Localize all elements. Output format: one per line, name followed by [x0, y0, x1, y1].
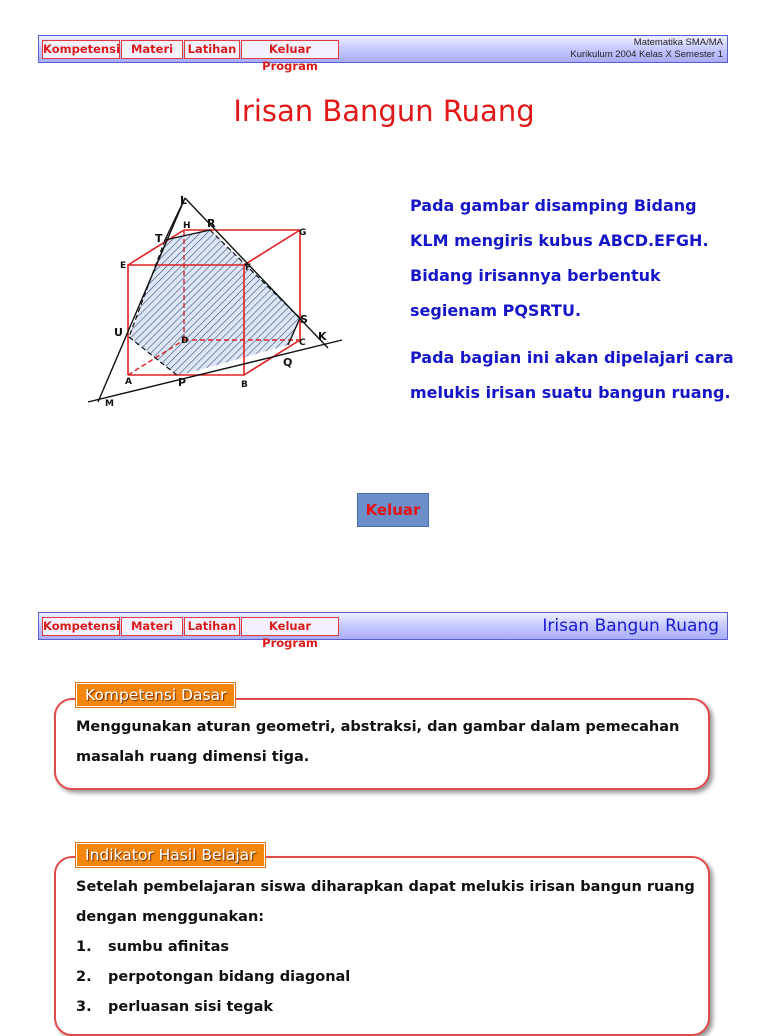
list-text: perluasan sisi tegak: [108, 999, 274, 1015]
second-nav-bar: [38, 612, 728, 650]
description-paragraph-2: Pada bagian ini akan dipelajari cara melukis irisan suatu bangun ruang.: [410, 348, 734, 402]
label-F: F: [245, 263, 252, 273]
nav-kompetensi-button[interactable]: Kompetensi: [42, 617, 120, 636]
kompetensi-text: Menggunakan aturan geometri, abstraksi, dan gambar dalam pemecahan masalah ruang dimensi tiga.: [76, 719, 680, 765]
nav-materi-button[interactable]: Materi: [121, 40, 183, 59]
list-number: 3.: [76, 999, 92, 1015]
indikator-intro: Setelah pembelajaran siswa diharapkan dapat melukis irisan bangun ruang dengan menggunakan:: [76, 879, 695, 925]
keluar-button[interactable]: Keluar: [357, 493, 429, 527]
indikator-label: Indikator Hasil Belajar: [76, 843, 265, 867]
kompetensi-label: Kompetensi Dasar: [76, 683, 235, 707]
label-D: D: [181, 336, 189, 346]
label-B: B: [241, 380, 248, 390]
label-T: T: [155, 232, 163, 245]
label-H: H: [183, 221, 191, 231]
label-M: M: [105, 399, 114, 409]
nav-kompetensi-button[interactable]: Kompetensi: [42, 40, 120, 59]
label-C: C: [299, 338, 306, 348]
list-item: [76, 932, 704, 962]
cube-section-diagram: [80, 190, 350, 415]
label-U: U: [114, 326, 123, 339]
course-subject: Matematika SMA/MA: [633, 37, 723, 48]
nav-latihan-button[interactable]: Latihan: [184, 40, 240, 59]
label-L: L: [180, 194, 188, 207]
label-S: S: [300, 313, 308, 326]
label-P: P: [178, 376, 187, 389]
list-item: [76, 992, 704, 1022]
list-number: 2.: [76, 969, 92, 985]
list-text: sumbu afinitas: [108, 939, 229, 955]
label-Q: Q: [283, 356, 293, 369]
label-R: R: [207, 217, 216, 230]
page-title: Irisan Bangun Ruang: [233, 94, 535, 128]
course-curriculum: Kurikulum 2004 Kelas X Semester 1: [570, 49, 723, 60]
indikator-list: [76, 932, 704, 1022]
section-title: Irisan Bangun Ruang: [542, 616, 719, 636]
section-polygon: [129, 230, 300, 376]
nav-materi-button[interactable]: Materi: [121, 617, 183, 636]
label-E: E: [120, 261, 127, 271]
cube-edge: [244, 230, 300, 265]
description-paragraph-1: Pada gambar disamping Bidang KLM mengiris kubus ABCD.EFGH. Bidang irisannya berbentuk segienam PQSRTU.: [410, 196, 709, 320]
list-text: perpotongan bidang diagonal: [108, 969, 351, 985]
indikator-content: [76, 872, 704, 1022]
label-K: K: [318, 330, 327, 343]
top-nav-bar: [38, 35, 728, 73]
nav-latihan-button[interactable]: Latihan: [184, 617, 240, 636]
nav-keluar-program-button[interactable]: Keluar Program: [241, 617, 339, 636]
nav-keluar-program-button[interactable]: Keluar Program: [241, 40, 339, 59]
label-G: G: [299, 228, 307, 238]
list-number: 1.: [76, 939, 92, 955]
description-text: [410, 188, 740, 422]
label-A: A: [125, 377, 132, 387]
course-info: [570, 37, 723, 61]
list-item: [76, 962, 704, 992]
